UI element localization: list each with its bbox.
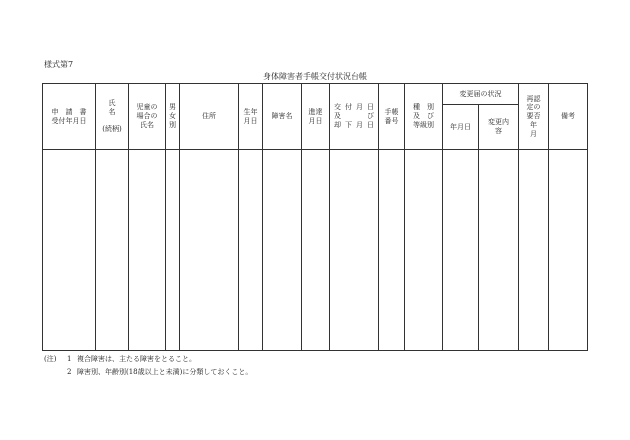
cell-recertification[interactable]: [519, 150, 549, 351]
header-recertification: 再認 定の 要否 年 月: [519, 84, 549, 150]
header-change-content: 変更内 容: [479, 105, 519, 150]
header-birth-date: 生年 月日: [239, 84, 263, 150]
note-text: 複合障害は、主たる障害をとること。: [77, 355, 196, 363]
header-address: 住所: [180, 84, 239, 150]
header-disability: 障害名: [263, 84, 302, 150]
header-sex: 男 女 別: [166, 84, 180, 150]
header-booklet-number: 手帳 番号: [379, 84, 405, 150]
header-type-grade: 種 別 及 び 等級別: [405, 84, 443, 150]
cell-disability[interactable]: [263, 150, 302, 351]
cell-name[interactable]: [96, 150, 129, 351]
note-prefix: (注): [44, 355, 57, 363]
header-name: 氏 名 (続柄): [96, 84, 129, 150]
note-text: 障害別、年齢別(18歳以上と未満)に分類しておくこと。: [77, 368, 253, 376]
cell-type-grade[interactable]: [405, 150, 443, 351]
cell-delivery-date[interactable]: [302, 150, 330, 351]
cell-change-content[interactable]: [479, 150, 519, 351]
notes: [44, 353, 252, 379]
note-number: 2: [67, 368, 72, 376]
header-application-date: 申 請 書 受付年月日: [43, 84, 96, 150]
cell-booklet-number[interactable]: [379, 150, 405, 351]
cell-sex[interactable]: [166, 150, 180, 351]
header-change-date: 年月日: [443, 105, 479, 150]
cell-change-date[interactable]: [443, 150, 479, 351]
header-remarks: 備考: [549, 84, 588, 150]
table-row: [43, 150, 588, 351]
note-item: [44, 353, 252, 366]
header-delivery-date: 進達 月日: [302, 84, 330, 150]
ledger-table: [42, 83, 588, 351]
cell-application-date[interactable]: [43, 150, 96, 351]
ledger-title: 身体障害者手帳交付状況台帳: [263, 72, 367, 81]
cell-issue-date[interactable]: [330, 150, 379, 351]
form-number-label: 様式第7: [44, 60, 74, 69]
header-change-status: 変更届の状況: [443, 84, 519, 105]
note-item: [44, 366, 252, 379]
cell-address[interactable]: [180, 150, 239, 351]
note-number: 1: [67, 355, 72, 363]
header-issue-date: 交 付 月 日 及 び 却 下 月 日: [330, 84, 379, 150]
cell-birth-date[interactable]: [239, 150, 263, 351]
header-child-name: 児童の 場合の 氏名: [129, 84, 166, 150]
cell-child-name[interactable]: [129, 150, 166, 351]
cell-remarks[interactable]: [549, 150, 588, 351]
